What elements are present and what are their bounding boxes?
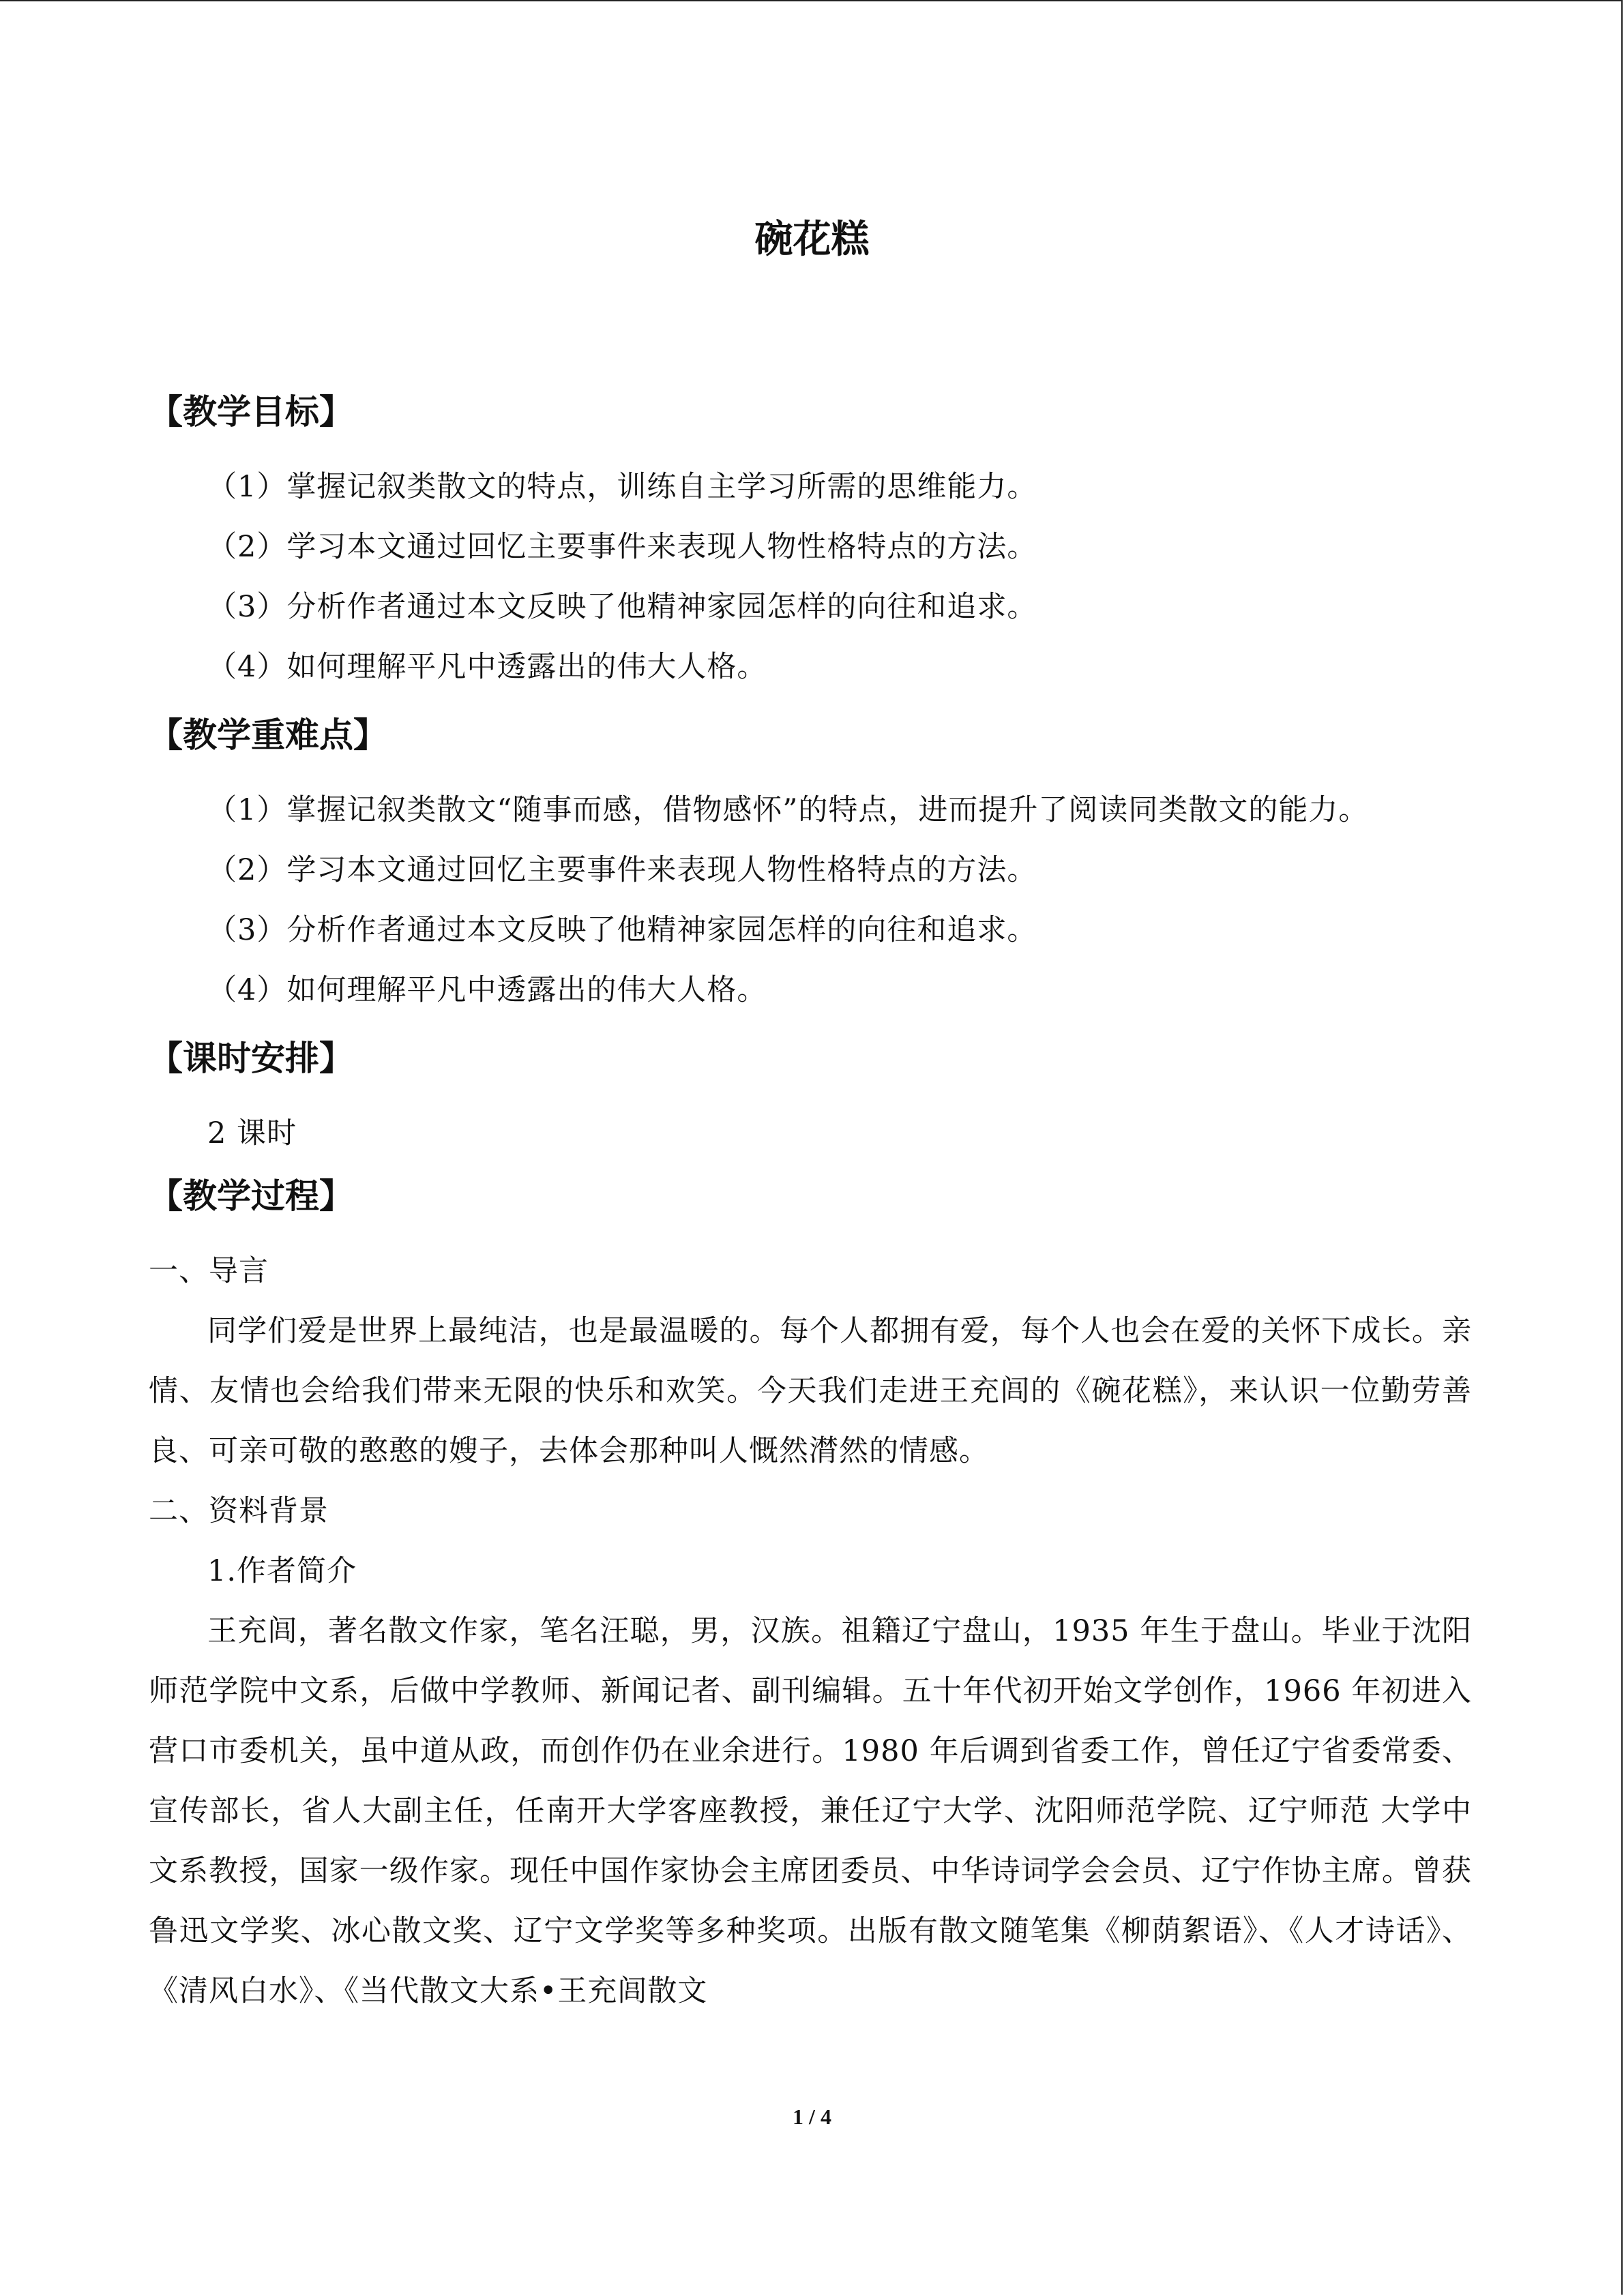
objective-item-2: （2）学习本文通过回忆主要事件来表现人物性格特点的方法。 [207, 530, 1037, 564]
heading-key-difficult-points: 【教学重难点】 [149, 715, 387, 755]
process-intro-text: 同学们爱是世界上最纯洁，也是最温暖的。每个人都拥有爱，每个人也会在爱的关怀下成长。亲情、友情也会给我们带来无限的快乐和欢笑。今天我们走进王充闾的《碗花糕》，来认识一位勤劳善良、可亲可敬的憨憨的嫂子，去体会那种叫人慨然潸然的情感。 [149, 1314, 1472, 1468]
document-title: 碗花糕 [754, 218, 870, 262]
key-point-item-3: （3）分析作者通过本文反映了他精神家园怎样的向往和追求。 [207, 913, 1037, 947]
objective-item-4: （4）如何理解平凡中透露出的伟大人格。 [207, 650, 767, 684]
document-body [149, 379, 1472, 2021]
process-background-label: 二、资料背景 [149, 1494, 329, 1528]
page-number: 1 / 4 [793, 2104, 831, 2129]
process-intro-label: 一、导言 [149, 1254, 269, 1288]
objective-item-3: （3）分析作者通过本文反映了他精神家园怎样的向往和追求。 [207, 590, 1037, 624]
heading-class-schedule: 【课时安排】 [149, 1039, 353, 1078]
process-author-text: 王充闾，著名散文作家，笔名汪聪，男，汉族。祖籍辽宁盘山，1935 年生于盘山。毕业于沈阳师范学院中文系，后做中学教师、新闻记者、副刊编辑。五十年代初开始文学创作，1966 年初进入营口市委机关，虽中道从政，而创作仍在业余进行。1980 年后调到省委工作，曾任辽宁省委常委、宣传部长，省人大副主任，任南开大学客座教授，兼任辽宁大学、沈阳师范学院、辽宁师范 大学中文系教授，国家一级作家。现任中国作家协会主席团委员、中华诗词学会会员、辽宁作协主席。曾获鲁迅文学奖、冰心散文奖、辽宁文学奖等多种奖项。出版有散文随笔集《柳荫絮语》、《人才诗话》、《清风白水》、《当代散文大系•王充闾散文 [149, 1614, 1472, 2008]
heading-teaching-process: 【教学过程】 [149, 1176, 353, 1216]
heading-teaching-objectives: 【教学目标】 [149, 392, 353, 432]
key-point-item-1: （1）掌握记叙类散文“随事而感，借物感怀”的特点，进而提升了阅读同类散文的能力。 [207, 793, 1369, 827]
process-author-label: 1.作者简介 [207, 1554, 357, 1588]
schedule-text: 2 课时 [207, 1116, 297, 1150]
objective-item-1: （1）掌握记叙类散文的特点，训练自主学习所需的思维能力。 [207, 470, 1037, 504]
key-point-item-2: （2）学习本文通过回忆主要事件来表现人物性格特点的方法。 [207, 853, 1037, 887]
key-point-item-4: （4）如何理解平凡中透露出的伟大人格。 [207, 973, 767, 1007]
